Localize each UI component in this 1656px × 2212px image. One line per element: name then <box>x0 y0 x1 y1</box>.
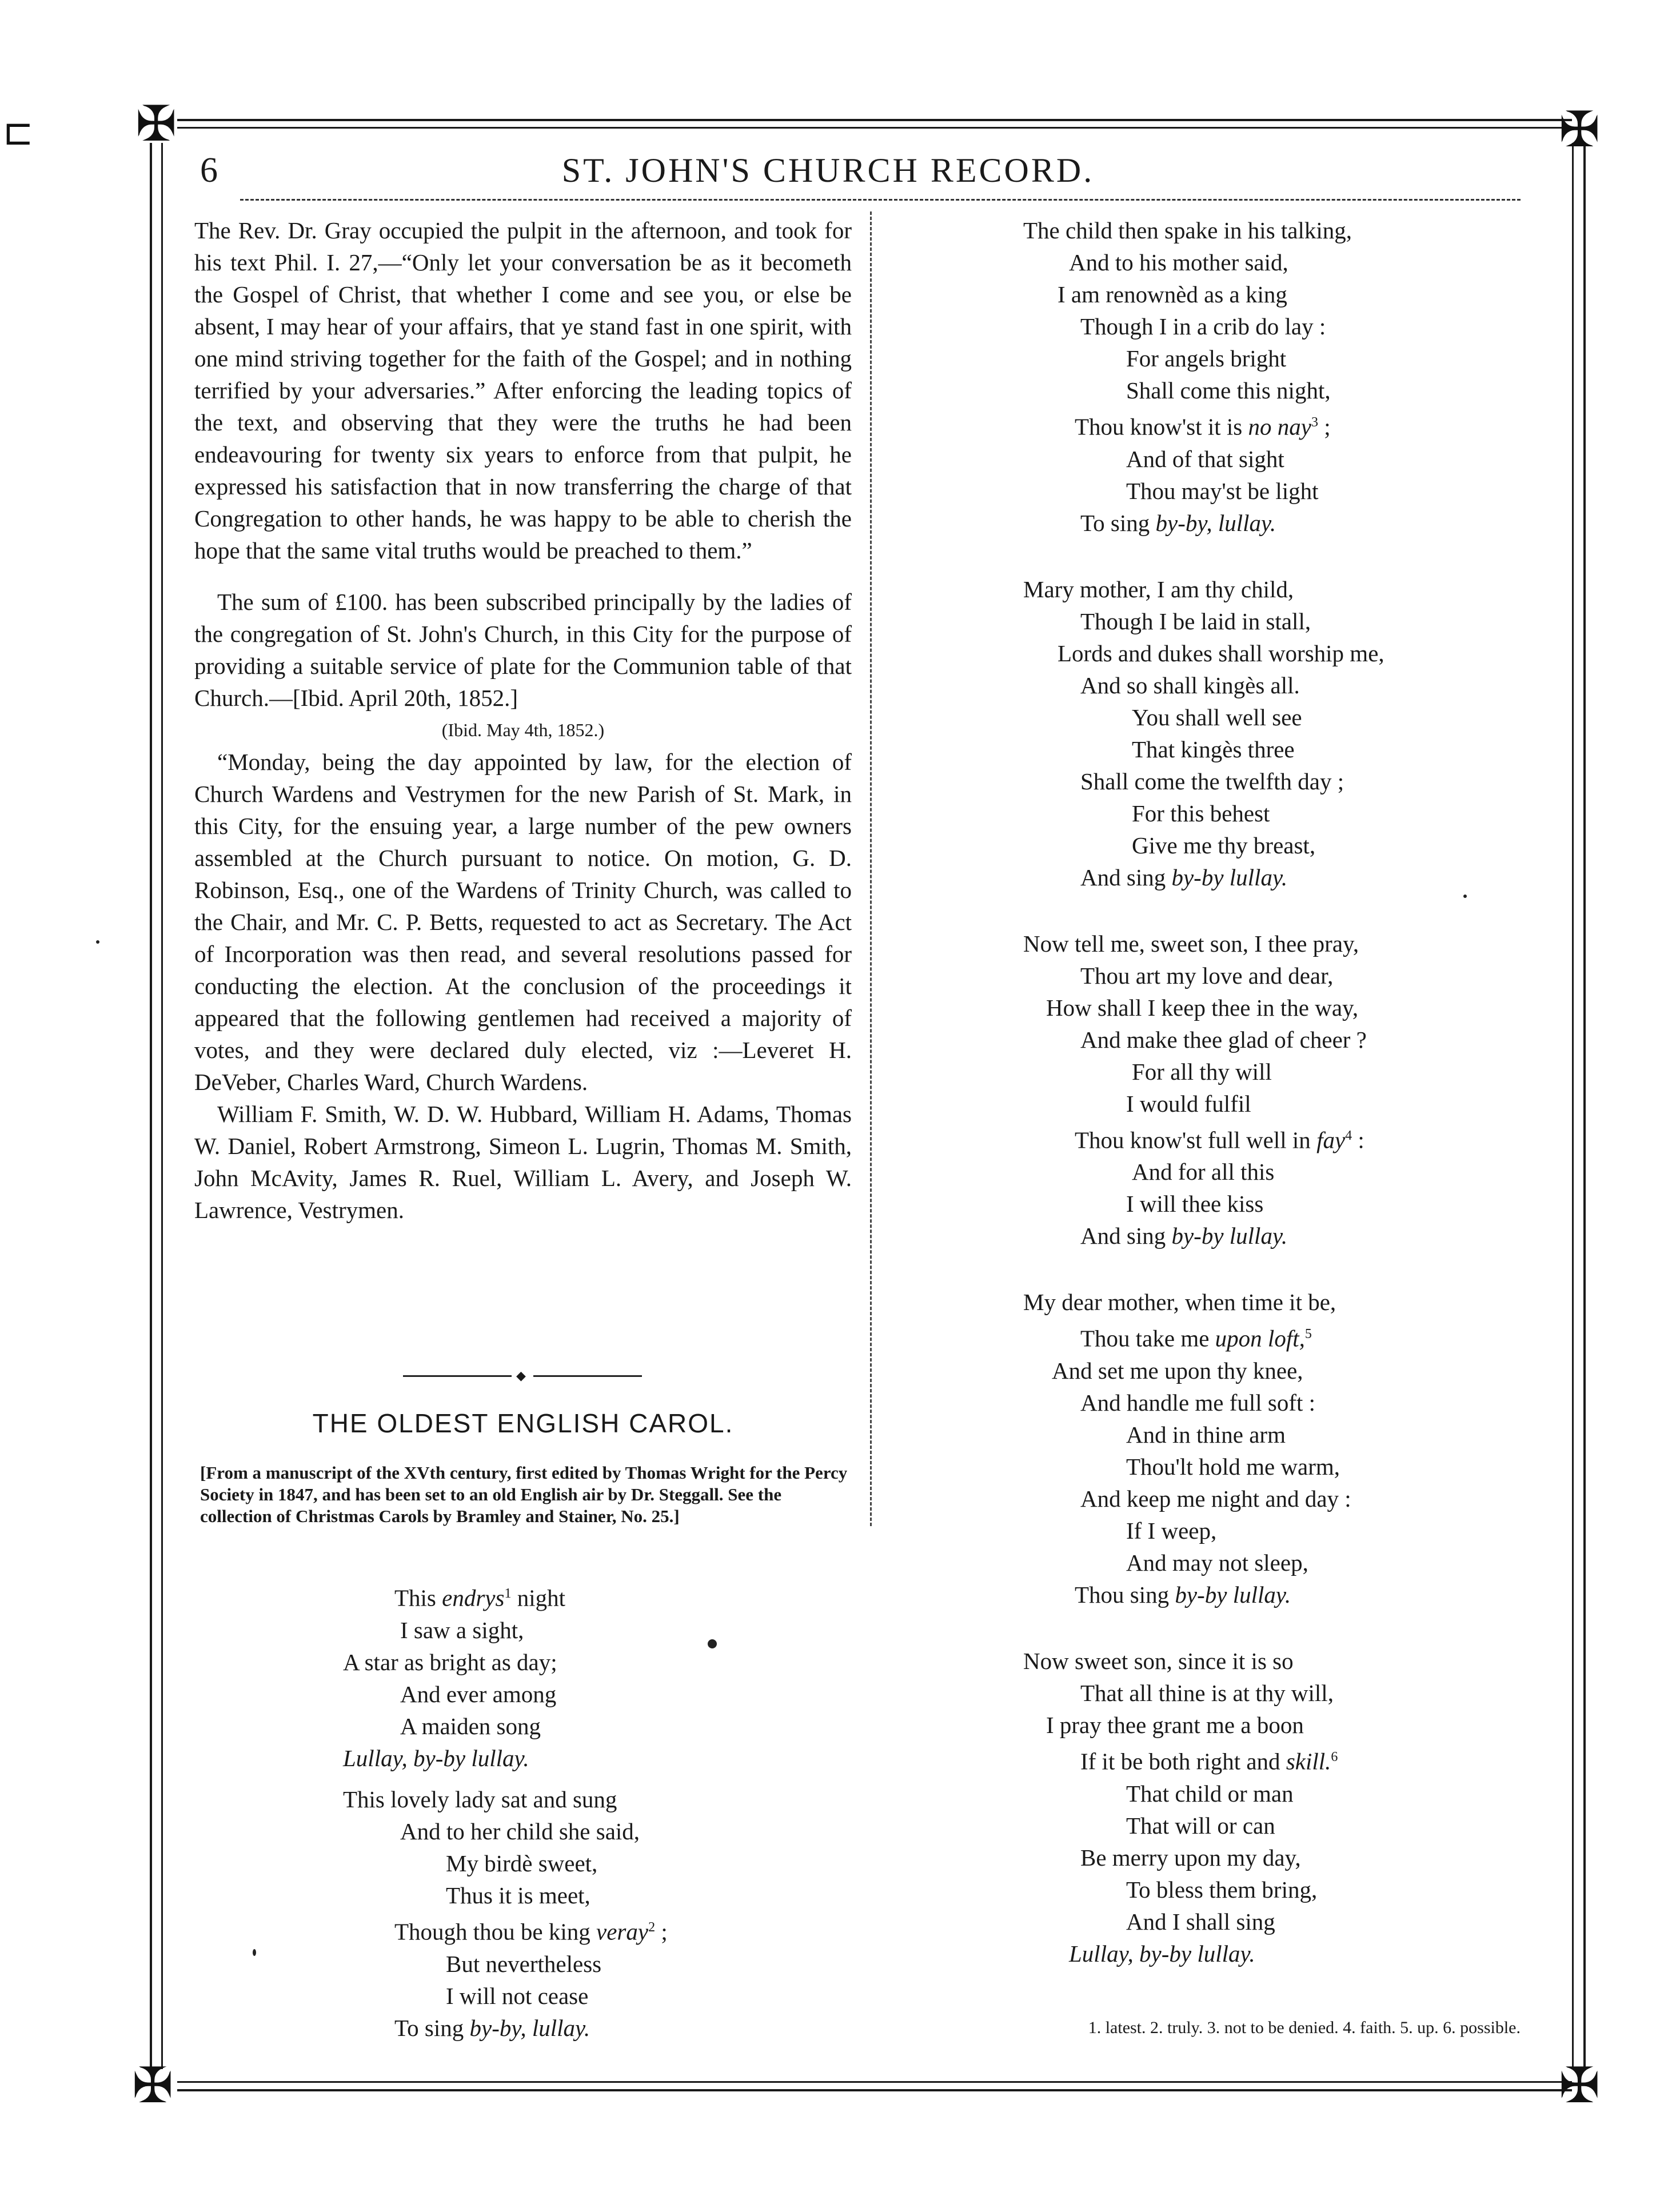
verse-line: For this behest <box>1132 800 1270 826</box>
verse-line: That will or can <box>1126 1812 1275 1839</box>
frame-right-inner <box>1572 143 1574 2069</box>
column-divider <box>870 211 872 1526</box>
carol-stanza-5 <box>1023 928 1566 1252</box>
verse-line: Thou know'st full well in fay$^4$ : <box>1075 1127 1364 1153</box>
carol-stanza-6 <box>1023 1286 1566 1611</box>
frame-bottom-inner <box>177 2081 1572 2083</box>
corner-cross-icon: ✠ <box>1558 101 1601 158</box>
verse-line: Lords and dukes shall worship me, <box>1058 640 1384 666</box>
ibid-citation: (Ibid. May 4th, 1852.) <box>441 720 605 740</box>
carol-stanza-2 <box>343 1783 668 2044</box>
verse-line: This endrys$^1$ night <box>394 1584 566 1611</box>
verse-line: Shall come this night, <box>1126 377 1331 404</box>
ink-speck <box>708 1639 717 1648</box>
verse-line: If it be both right and skill.$^6$ <box>1080 1748 1338 1775</box>
verse-line: And may not sleep, <box>1126 1549 1308 1576</box>
verse-line: Thus it is meet, <box>446 1882 590 1908</box>
verse-line: Thou may'st be light <box>1126 477 1319 504</box>
masthead-title: ST. JOHN'S CHURCH RECORD. <box>561 151 1095 189</box>
ink-speck <box>1463 895 1467 898</box>
verse-line: Though I in a crib do lay : <box>1080 313 1326 340</box>
header-rule <box>240 199 1521 201</box>
verse-line: And of that sight <box>1126 445 1284 472</box>
corner-cross-icon: ✠ <box>1558 2057 1601 2114</box>
verse-line: And in thine arm <box>1126 1421 1286 1448</box>
verse-line: And make thee glad of cheer ? <box>1080 1026 1367 1053</box>
verse-line: Lullay, by-by lullay. <box>1069 1940 1255 1967</box>
section-ornament <box>403 1371 643 1382</box>
verse-line: The child then spake in his talking, <box>1023 217 1352 243</box>
verse-line: That all thine is at thy will, <box>1080 1679 1334 1706</box>
verse-line: I would fulfil <box>1126 1090 1251 1117</box>
verse-line: Now sweet son, since it is so <box>1023 1647 1294 1674</box>
frame-bottom-outer <box>177 2089 1572 2091</box>
corner-cross-icon: ✠ <box>135 95 177 153</box>
verse-line: For angels bright <box>1126 345 1287 372</box>
frame-top-inner <box>177 127 1572 129</box>
vestrymen-paragraph: William F. Smith, W. D. W. Hubbard, William H. Adams, Thomas W. Daniel, Robert Armstrong, Simeon L. Lugrin, Thomas M. Smith, John McAvity, James R. Ruel, William L. Avery, and Joseph W. Lawrence, Vestrymen. <box>194 1101 852 1223</box>
carol-source-note: [From a manuscript of the XVth century, first edited by Thomas Wright for the Percy Society in 1847, and has been set to an old English air by Dr. Steggall. See the collection of Christmas Carols by Bramley and Stainer, No. 25.] <box>200 1463 848 1526</box>
verse-line: Though thou be king veray$^2$ ; <box>394 1918 668 1945</box>
verse-line: Lullay, by-by lullay. <box>343 1744 529 1771</box>
verse-line: I am renownèd as a king <box>1058 281 1287 308</box>
diamond-ornament-icon: ◆ <box>516 1369 526 1383</box>
verse-line: But nevertheless <box>446 1950 602 1977</box>
carol-stanza-3 <box>1023 214 1566 539</box>
verse-line: If I weep, <box>1126 1517 1217 1544</box>
election-paragraph: “Monday, being the day appointed by law, for the election of Church Wardens and Vestrymen for the new Parish of St. Mark, in this City, for the ensuing year, a large number of the pew owners assembled at the Church pursuant to notice. On motion, G. D. Robinson, Esq., one of the Wardens of Trinity Church, was called to the Chair, and Mr. C. P. Betts, requested to act as Secretary. The Act of Incorporation was then read, and several resolutions passed for conducting the election. At the conclusion of the proceedings it appeared that the following gentlemen had received a majority of votes, and they were declared duly elected, viz :—Leveret H. DeVeber, Charles Ward, Church Wardens. <box>194 749 852 1095</box>
verse-line: And sing by-by lullay. <box>1080 1223 1288 1249</box>
verse-line: I pray thee grant me a boon <box>1046 1711 1304 1738</box>
carol-stanza-1 <box>343 1578 566 1774</box>
verse-line: And keep me night and day : <box>1080 1485 1351 1512</box>
footnotes: 1. latest. 2. truly. 3. not to be denied. 4. faith. 5. up. 6. possible. <box>1088 2018 1521 2037</box>
verse-line: To bless them bring, <box>1126 1876 1318 1903</box>
frame-right-outer <box>1583 143 1586 2069</box>
verse-line: Shall come the twelfth day ; <box>1080 768 1344 794</box>
verse-line: Though I be laid in stall, <box>1080 608 1311 634</box>
verse-line: Thou art my love and dear, <box>1080 962 1334 989</box>
verse-line: Thou know'st it is no nay$^3$ ; <box>1075 413 1331 440</box>
verse-line: And set me upon thy knee, <box>1052 1357 1303 1384</box>
verse-line: For all thy will <box>1132 1058 1272 1085</box>
frame-left-inner <box>161 143 163 2069</box>
verse-line: You shall well see <box>1132 704 1302 730</box>
ink-speck <box>96 940 99 944</box>
page-number: 6 <box>200 151 218 190</box>
verse-line: And for all this <box>1132 1159 1275 1185</box>
verse-line: And handle me full soft : <box>1080 1389 1316 1416</box>
verse-line: And to her child she said, <box>400 1818 640 1844</box>
verse-line: My birdè sweet, <box>446 1850 598 1876</box>
verse-line: Give me thy breast, <box>1132 832 1316 859</box>
plate-paragraph: The sum of £100. has been subscribed principally by the ladies of the congregation of St. John's Church, in this City for the purpose of providing a suitable service of plate for the Communion table of that Church.—[Ibid. April 20th, 1852.] <box>194 589 852 711</box>
margin-bracket-icon: ⊏ <box>3 111 34 154</box>
page-header <box>189 147 1467 193</box>
verse-line: A maiden song <box>400 1712 541 1739</box>
left-column <box>194 214 852 1226</box>
verse-line: Be merry upon my day, <box>1080 1844 1301 1871</box>
carol-stanza-4 <box>1023 573 1566 893</box>
verse-line: To sing by-by, lullay. <box>1080 509 1276 536</box>
sermon-paragraph: The Rev. Dr. Gray occupied the pulpit in the afternoon, and took for his text Phil. I. 27,—“Only let your conversation be as it becometh the Gospel of Christ, that whether I come and see you, or else be absent, I may hear of your affairs, that ye stand fast in one spirit, with one mind striving together for the faith of the Gospel; and in nothing terrified by your adversaries.” After enforcing the leading topics of the text, and observing that they were the truths he had been endeavouring for twenty six years to enforce from that pulpit, he expressed his satisfaction that in now transferring the charge of that Congregation to other hands, he was happy to be able to cherish the hope that the same vital truths would be preached to them.” <box>194 217 852 564</box>
frame-left-outer <box>150 143 152 2069</box>
right-column <box>1023 214 1566 1970</box>
verse-line: I will not cease <box>446 1982 589 2009</box>
verse-line: Now tell me, sweet son, I thee pray, <box>1023 930 1359 957</box>
corner-cross-icon: ✠ <box>131 2057 174 2114</box>
verse-line: I will thee kiss <box>1126 1191 1264 1217</box>
verse-line: And so shall kingès all. <box>1080 672 1300 698</box>
verse-line: Thou'lt hold me warm, <box>1126 1453 1340 1480</box>
verse-line: And I shall sing <box>1126 1908 1275 1935</box>
verse-line: That child or man <box>1126 1780 1294 1807</box>
verse-line: Thou take me upon loft,$^5$ <box>1080 1325 1312 1352</box>
carol-stanza-7 <box>1023 1645 1566 1970</box>
carol-title: THE OLDEST ENGLISH CAROL. <box>312 1408 734 1438</box>
ink-speck <box>253 1949 256 1956</box>
verse-line: And sing by-by lullay. <box>1080 864 1288 891</box>
verse-line: Thou sing by-by lullay. <box>1075 1581 1291 1608</box>
verse-line: And ever among <box>400 1680 557 1707</box>
verse-line: A star as bright as day; <box>343 1648 557 1675</box>
verse-line: How shall I keep thee in the way, <box>1046 994 1359 1021</box>
verse-line: And to his mother said, <box>1069 249 1288 275</box>
verse-line: My dear mother, when time it be, <box>1023 1289 1336 1316</box>
verse-line: This lovely lady sat and sung <box>343 1786 617 1812</box>
verse-line: I saw a sight, <box>400 1616 524 1643</box>
verse-line: That kingès three <box>1132 736 1295 762</box>
verse-line: Mary mother, I am thy child, <box>1023 576 1294 602</box>
verse-line: To sing by-by, lullay. <box>394 2014 590 2041</box>
frame-top-outer <box>177 119 1572 121</box>
